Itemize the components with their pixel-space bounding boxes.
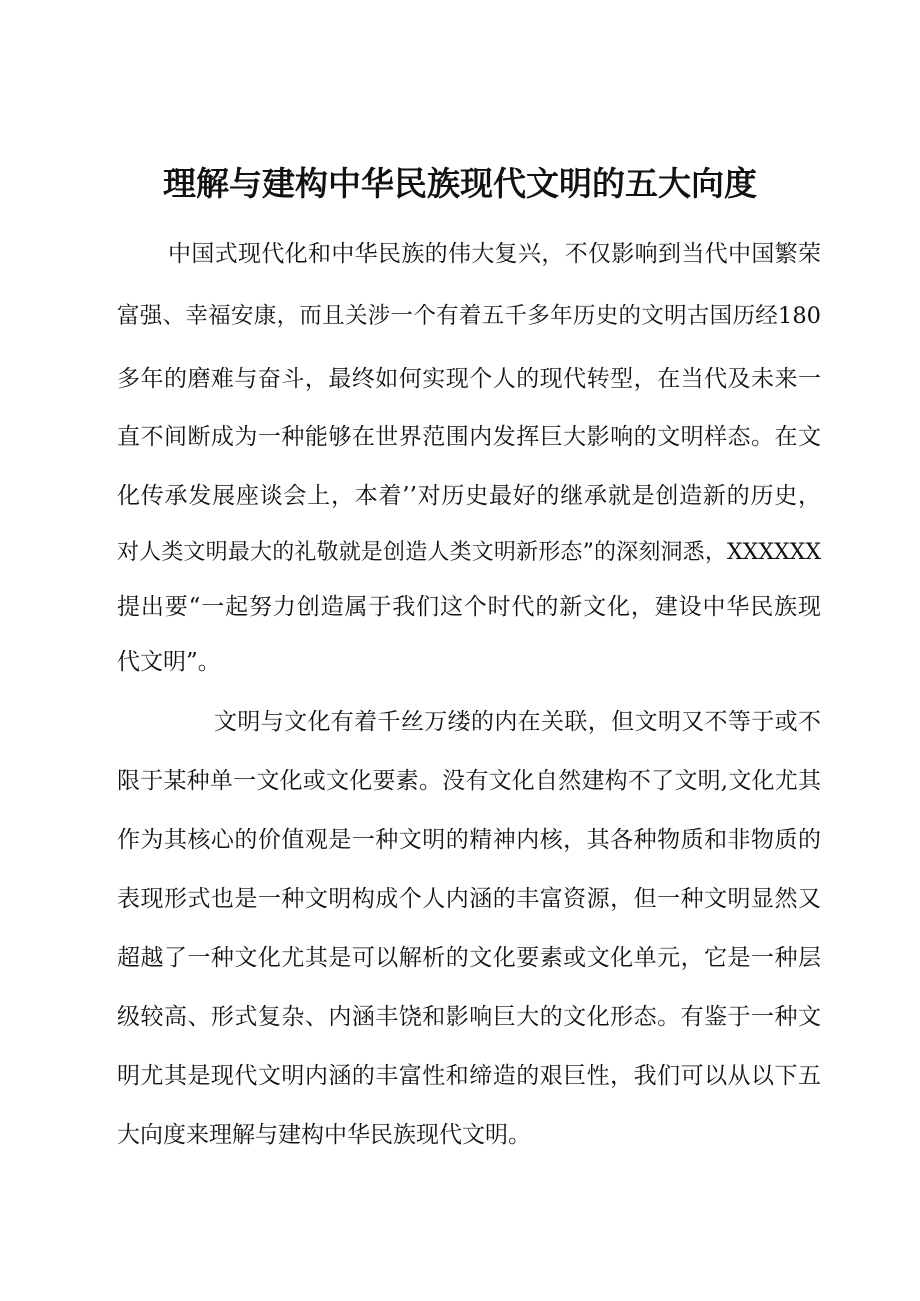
- paragraph-2-line-7: 明尤其是现代文明内涵的丰富性和缔造的艰巨性，我们可以从以下五: [117, 1063, 821, 1089]
- paragraph-2-line-3: 作为其核心的价值观是一种文明的精神内核，其各种物质和非物质的: [117, 827, 821, 853]
- paragraph-2-line-2: 限于某种单一文化或文化要素。没有文化自然建构不了文明,文化尤其: [117, 768, 821, 794]
- paragraph-1-line-4: 直不间断成为一种能够在世界范围内发挥巨大影响的文明样态。在文: [117, 424, 821, 450]
- paragraph-2-line-1: 文明与文化有着千丝万缕的内在关联，但文明又不等于或不: [214, 709, 821, 735]
- paragraph-1-line-5: 化传承发展座谈会上，本着’’对历史最好的继承就是创造新的历史，: [117, 483, 821, 509]
- paragraph-1-line-1: 中国式现代化和中华民族的伟大复兴，不仅影响到当代中国繁荣: [168, 241, 821, 267]
- paragraph-1-line-7: 提出要“一起努力创造属于我们这个时代的新文化，建设中华民族现: [117, 594, 821, 620]
- document-title: 理解与建构中华民族现代文明的五大向度: [163, 164, 757, 203]
- paragraph-1-line-8: 代文明”。: [117, 649, 221, 675]
- paragraph-1-line-3: 多年的磨难与奋斗，最终如何实现个人的现代转型，在当代及未来一: [117, 366, 821, 392]
- paragraph-2-line-6: 级较高、形式复杂、内涵丰饶和影响巨大的文化形态。有鉴于一种文: [117, 1004, 821, 1030]
- paragraph-2-line-5: 超越了一种文化尤其是可以解析的文化要素或文化单元，它是一种层: [117, 945, 821, 971]
- paragraph-1-line-6: 对人类文明最大的礼敬就是创造人类文明新形态”的深刻洞悉，XXXXXX: [117, 540, 821, 565]
- paragraph-2-line-4: 表现形式也是一种文明构成个人内涵的丰富资源，但一种文明显然又: [117, 886, 821, 912]
- paragraph-1-line-2: 富强、幸福安康，而且关涉一个有着五千多年历史的文明古国历经180: [117, 303, 821, 329]
- paragraph-2-line-8: 大向度来理解与建构中华民族现代文明。: [117, 1122, 531, 1148]
